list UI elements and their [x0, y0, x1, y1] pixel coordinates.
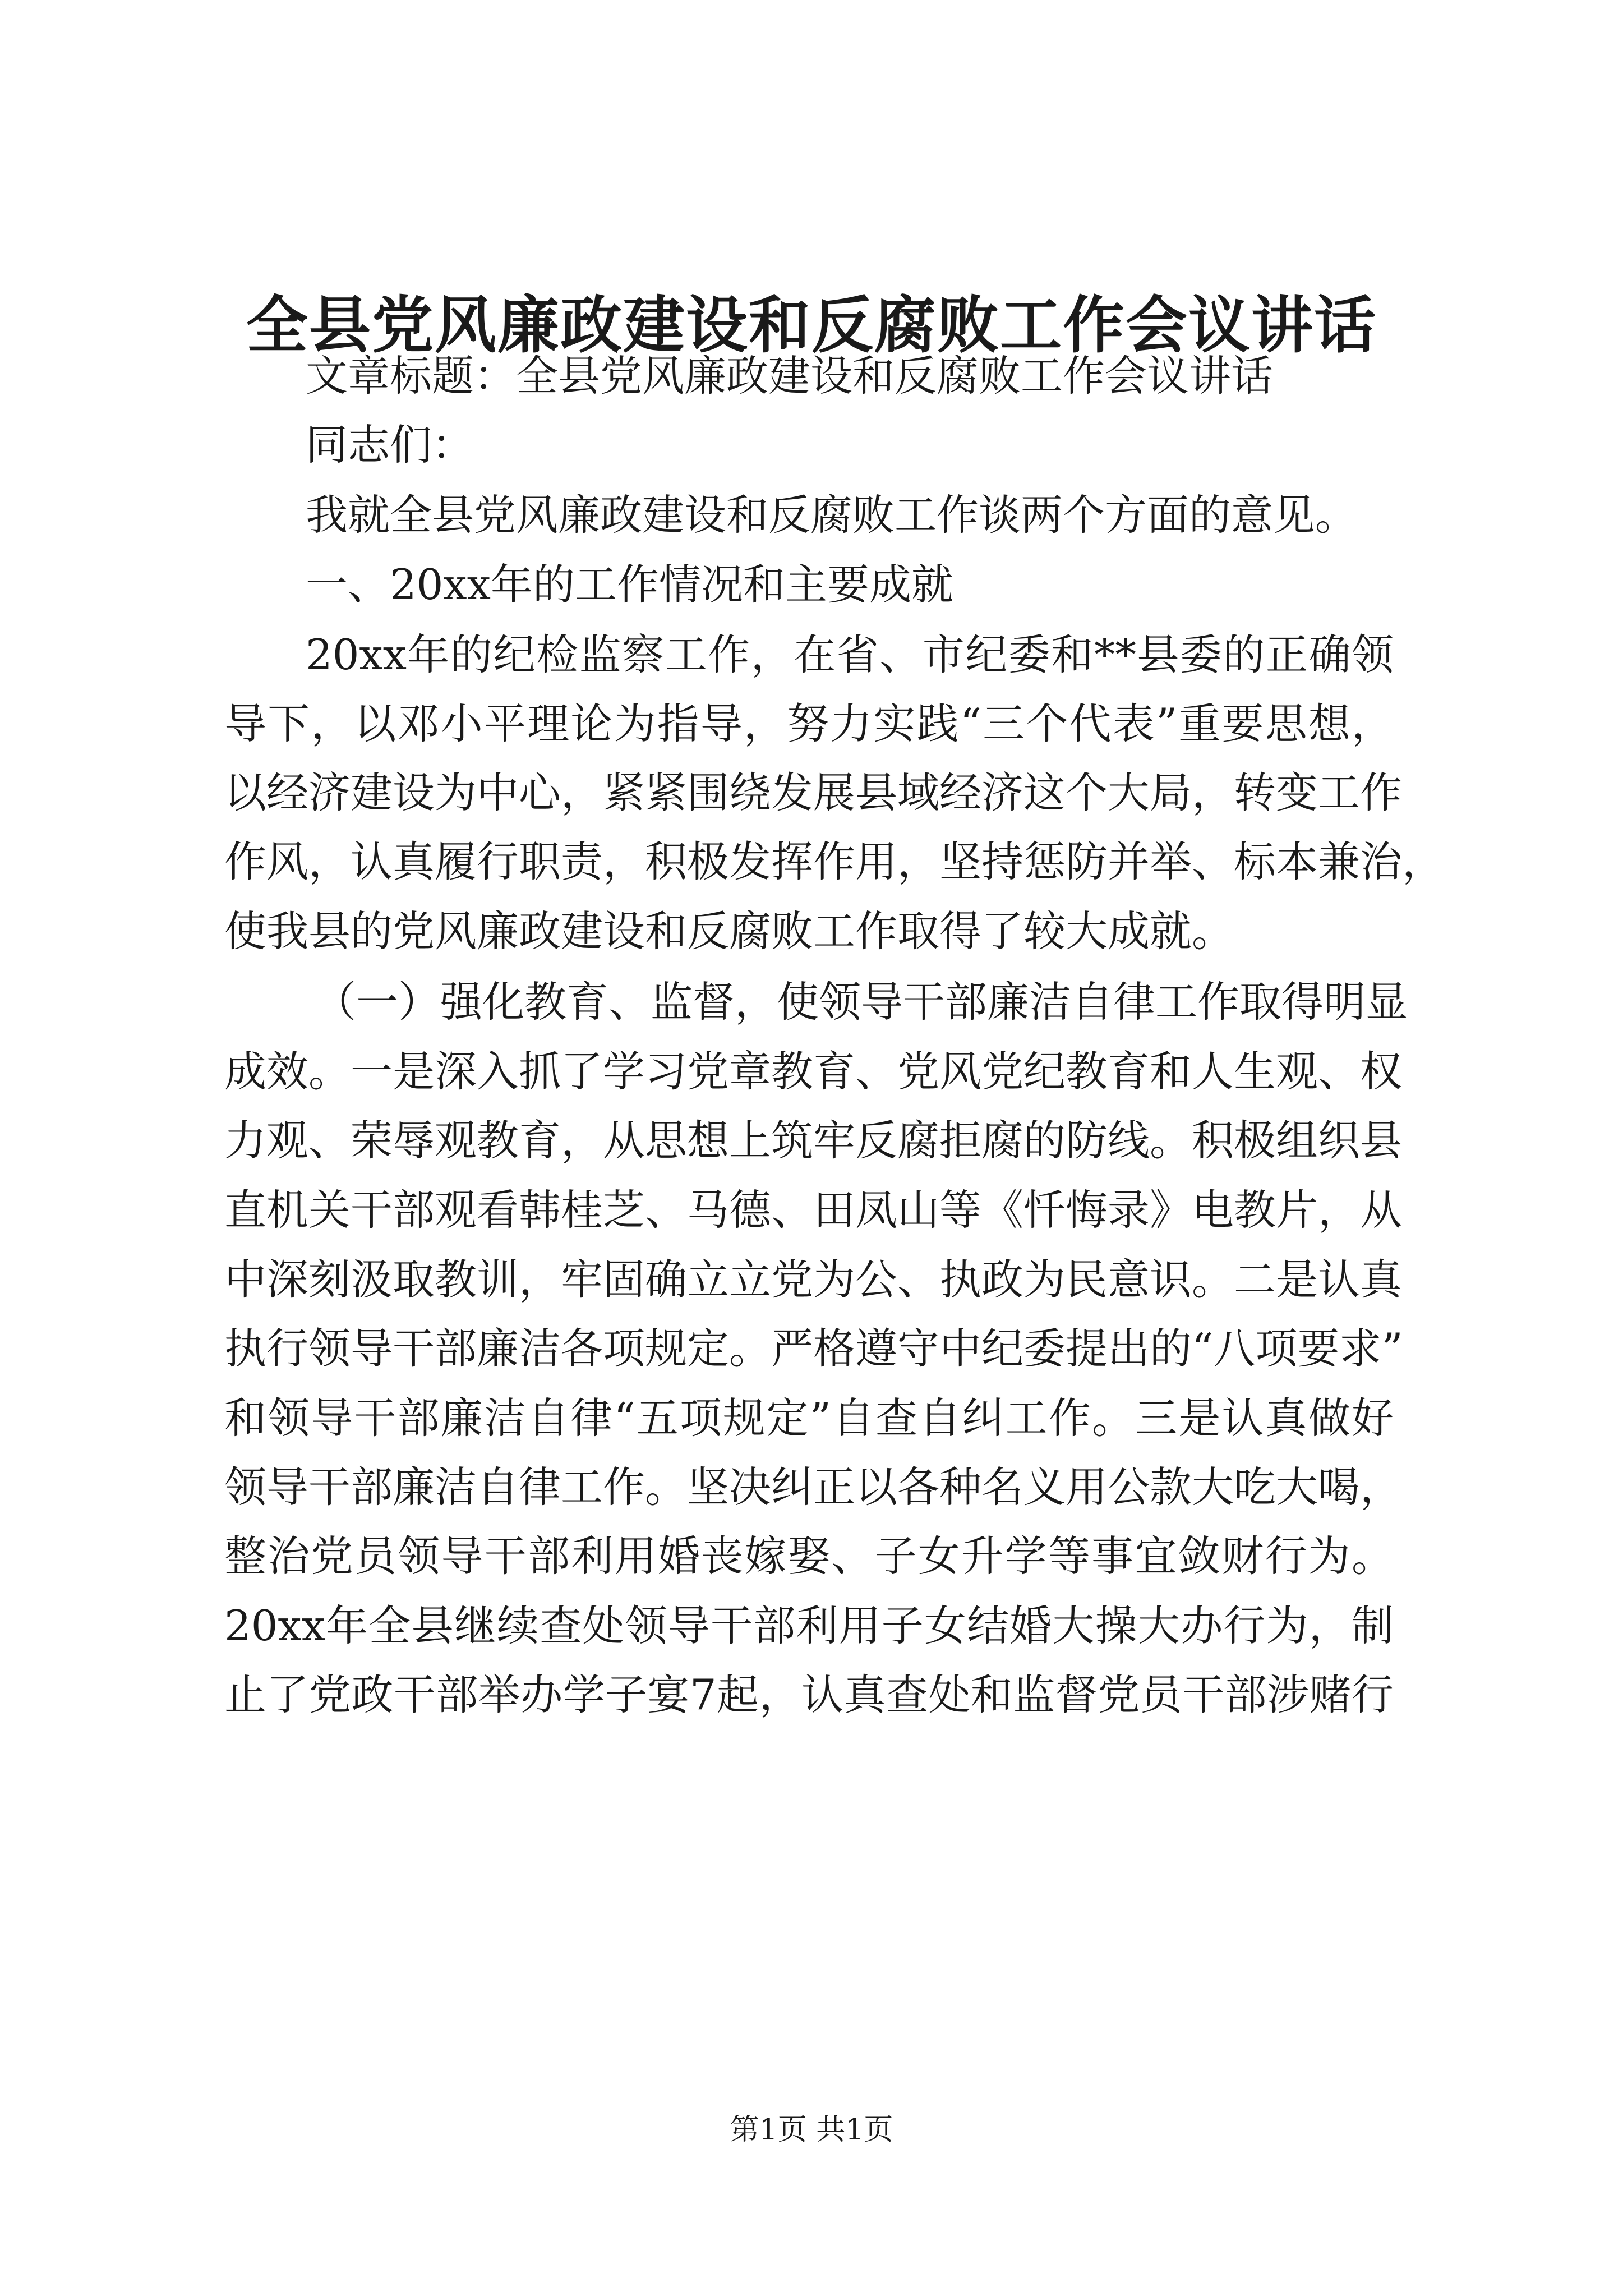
document-title: 全县党风廉政建设和反腐败工作会议讲话	[246, 289, 1377, 361]
subsection-heading-line: （一）强化教育、监督，使领导干部廉洁自律工作取得明显	[314, 977, 1408, 1027]
salutation-line: 同志们：	[306, 420, 474, 470]
body-line: 直机关干部观看韩桂芝、马德、田凤山等《忏悔录》电教片，从	[224, 1185, 1403, 1235]
body-line: 20xx年全县继续查处领导干部利用子女结婚大操大办行为，制	[224, 1601, 1394, 1650]
body-line: 导下，以邓小平理论为指导，努力实践“三个代表”重要思想，	[224, 699, 1394, 748]
body-line: 中深刻汲取教训，牢固确立立党为公、执政为民意识。二是认真	[224, 1255, 1403, 1304]
intro-line: 我就全县党风廉政建设和反腐败工作谈两个方面的意见。	[306, 490, 1358, 540]
body-line: 执行领导干部廉洁各项规定。严格遵守中纪委提出的“八项要求”	[224, 1324, 1403, 1373]
section-heading: 一、20xx年的工作情况和主要成就	[306, 560, 954, 609]
body-line: 使我县的党风廉政建设和反腐败工作取得了较大成就。	[224, 907, 1234, 956]
body-line: 力观、荣辱观教育，从思想上筑牢反腐拒腐的防线。积极组织县	[224, 1116, 1403, 1165]
body-line: 整治党员领导干部利用婚丧嫁娶、子女升学等事宜敛财行为。	[224, 1531, 1394, 1581]
body-line: 作风，认真履行职责，积极发挥作用，坚持惩防并举、标本兼治，	[224, 837, 1445, 886]
article-title-line: 文章标题：全县党风廉政建设和反腐败工作会议讲话	[306, 351, 1274, 401]
body-line: 止了党政干部举办学子宴7起，认真查处和监督党员干部涉赌行	[224, 1670, 1394, 1719]
body-line: 20xx年的纪检监察工作，在省、市纪委和**县委的正确领	[306, 630, 1394, 679]
body-line: 和领导干部廉洁自律“五项规定”自查自纠工作。三是认真做好	[224, 1393, 1394, 1443]
body-line: 成效。一是深入抓了学习党章教育、党风党纪教育和人生观、权	[224, 1047, 1403, 1096]
body-line: 领导干部廉洁自律工作。坚决纠正以各种名义用公款大吃大喝，	[224, 1462, 1403, 1512]
page-number-footer: 第1页 共1页	[730, 2113, 893, 2147]
body-line: 以经济建设为中心，紧紧围绕发展县域经济这个大局，转变工作	[224, 768, 1403, 817]
